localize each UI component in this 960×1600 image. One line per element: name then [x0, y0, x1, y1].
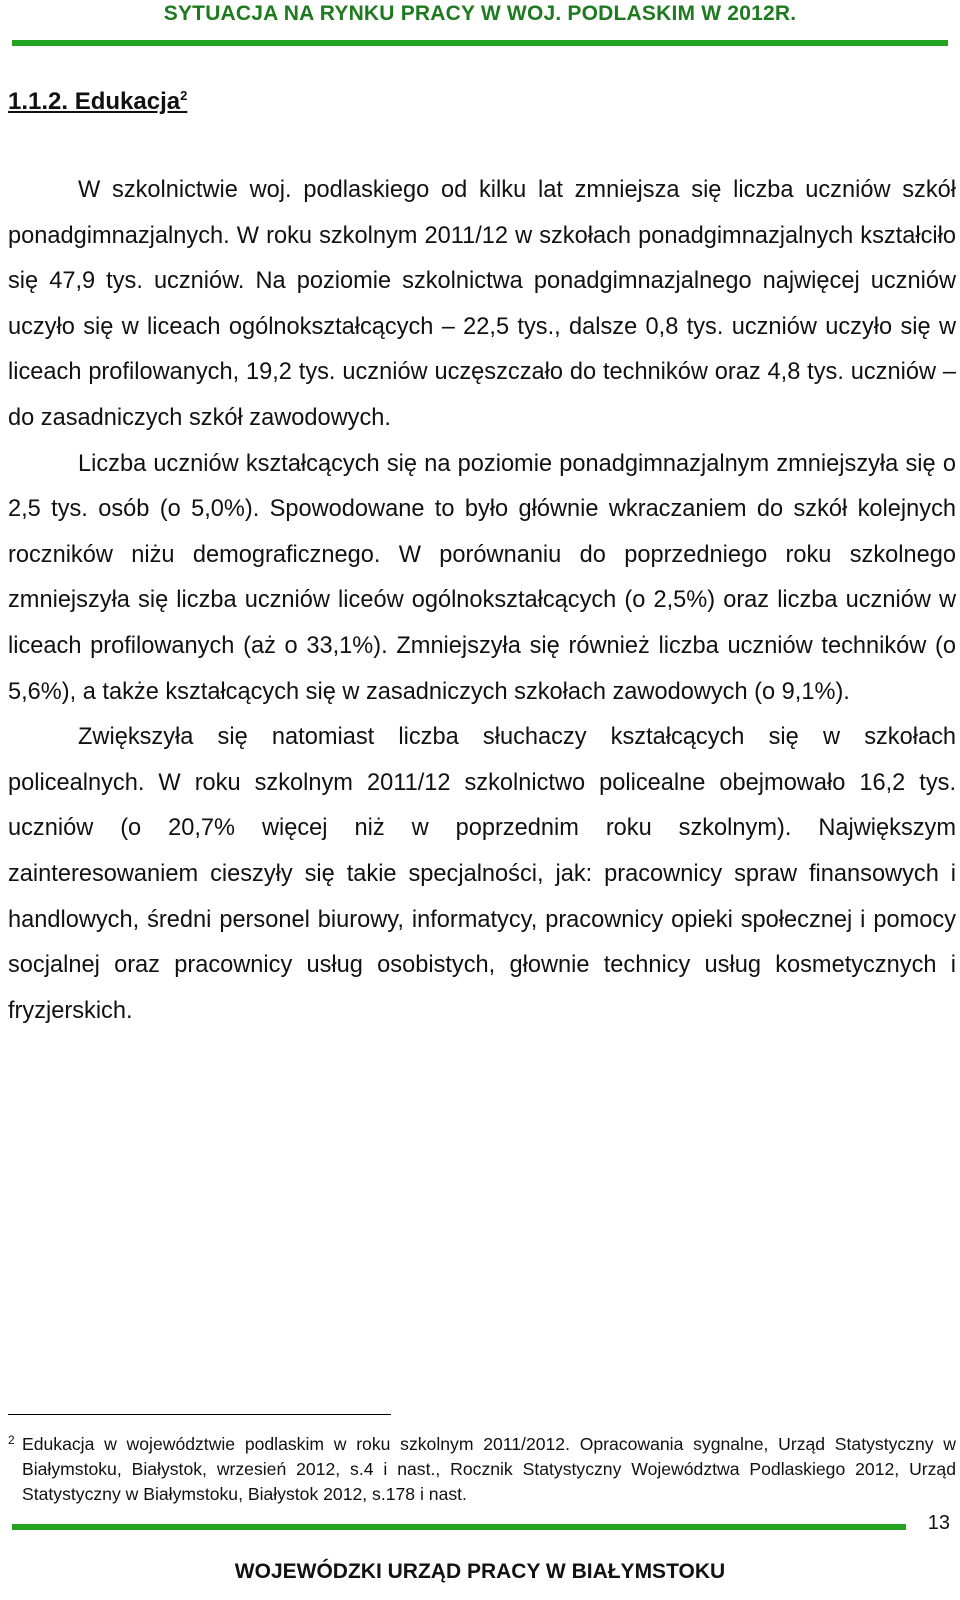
running-header: SYTUACJA NA RYNKU PRACY W WOJ. PODLASKIM W 2012R. [163, 2, 797, 25]
page-number: 13 [927, 1512, 950, 1534]
footnote-reference: 2 [180, 88, 188, 103]
footnote [8, 1432, 956, 1507]
section-heading [8, 88, 187, 116]
body-text [8, 168, 956, 1034]
footnote-number: 2 [8, 1433, 15, 1447]
paragraph: Zwiększyła się natomiast liczba słuchaczy kształcących się w szkołach policealnych. W roku szkolnym 2011/12 szkolnictwo policealne obejmowało 16,2 tys. uczniów (o 20,7% więcej niż w poprzednim roku szkolnym). Największym zainteresowaniem cieszyły się takie specjalności, jak: pracownicy spraw finansowych i handlowych, średni personel biurowy, informatycy, pracownicy opieki społecznej i pomocy socjalnej oraz pracownicy usług osobistych, głownie technicy usług kosmetycznych i fryzjerskich. [8, 724, 956, 1024]
section-title: 1.1.2. Edukacja [8, 88, 181, 115]
footnote-separator [8, 1414, 391, 1415]
footer-rule [12, 1524, 906, 1530]
paragraph: W szkolnictwie woj. podlaskiego od kilku lat zmniejsza się liczba uczniów szkół ponadgimnazjalnych. W roku szkolnym 2011/12 w szkołach ponadgimnazjalnych kształciło się 47,9 tys. uczniów. Na poziomie szkolnictwa ponadgimnazjalnego najwięcej uczniów uczyło się w liceach ogólnokształcących – 22,5 tys., dalsze 0,8 tys. uczniów uczyło się w liceach profilowanych, 19,2 tys. uczniów uczęszczało do techników oraz 4,8 tys. uczniów – do zasadniczych szkół zawodowych. [8, 177, 956, 431]
footnote-text: Edukacja w województwie podlaskim w roku szkolnym 2011/2012. Opracowania sygnalne, Urząd Statystyczny w Białymstoku, Białystok, wrzesień 2012, s.4 i nast., Rocznik Statystyczny Województwa Podlaskiego 2012, Urząd Statystyczny w Białymstoku, Białystok 2012, s.178 i nast. [22, 1434, 956, 1504]
header-rule [12, 40, 948, 46]
running-footer: WOJEWÓDZKI URZĄD PRACY W BIAŁYMSTOKU [234, 1560, 726, 1583]
paragraph: Liczba uczniów kształcących się na poziomie ponadgimnazjalnym zmniejszyła się o 2,5 tys. osób (o 5,0%). Spowodowane to było głównie wkraczaniem do szkół kolejnych roczników niżu demograficznego. W porównaniu do poprzedniego roku szkolnego zmniejszyła się liczba uczniów liceów ogólnokształcących (o 2,5%) oraz liczba uczniów w liceach profilowanych (aż o 33,1%). Zmniejszyła się również liczba uczniów techników (o 5,6%), a także kształcących się w zasadniczych szkołach zawodowych (o 9,1%). [8, 450, 956, 705]
